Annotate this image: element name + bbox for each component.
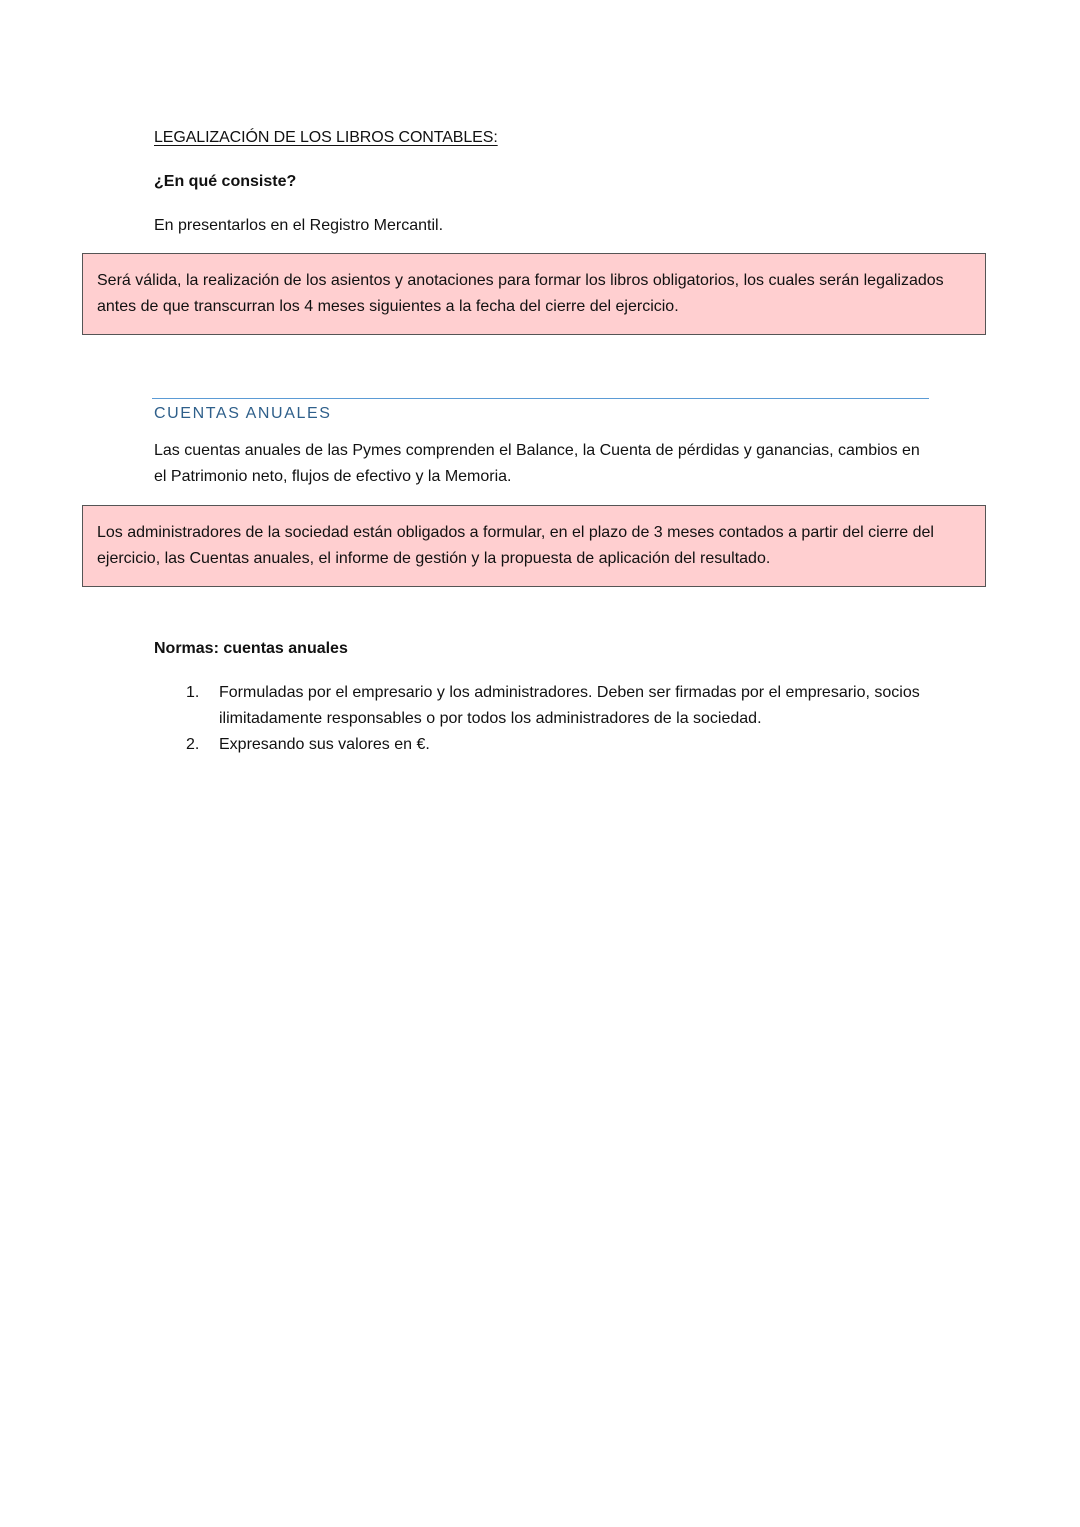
section-divider — [152, 398, 929, 399]
list-item — [186, 732, 946, 758]
list-item-number: 1. — [186, 684, 200, 701]
list-item-text: Expresando sus valores en €. — [219, 736, 430, 753]
cuentas-anuales-callout: Los administradores de la sociedad están obligados a formular, en el plazo de 3 meses contados a partir del cierre del ejercicio, las Cuentas anuales, el informe de gestión y la propuesta de aplicación del resultado. — [82, 505, 986, 587]
legalizacion-heading: LEGALIZACIÓN DE LOS LIBROS CONTABLES: — [154, 129, 498, 146]
cuentas-anuales-title: CUENTAS ANUALES — [154, 405, 332, 422]
list-item — [186, 680, 946, 732]
list-item-number: 2. — [186, 736, 200, 753]
cuentas-anuales-paragraph: Las cuentas anuales de las Pymes comprenden el Balance, la Cuenta de pérdidas y ganancias, cambios en el Patrimonio neto, flujos de efectivo y la Memoria. — [154, 442, 920, 485]
normas-list — [186, 680, 946, 758]
list-item-text: Formuladas por el empresario y los administradores. Deben ser firmadas por el empresario, socios ilimitadamente responsables o por todos los administradores de la sociedad. — [219, 684, 920, 727]
normas-title: Normas: cuentas anuales — [154, 640, 348, 657]
legalizacion-question: ¿En qué consiste? — [154, 173, 297, 190]
legalizacion-answer: En presentarlos en el Registro Mercantil. — [154, 217, 444, 234]
legalizacion-callout: Será válida, la realización de los asientos y anotaciones para formar los libros obligatorios, los cuales serán legalizados antes de que transcurran los 4 meses siguientes a la fecha del cierre del ejercicio. — [82, 253, 986, 335]
